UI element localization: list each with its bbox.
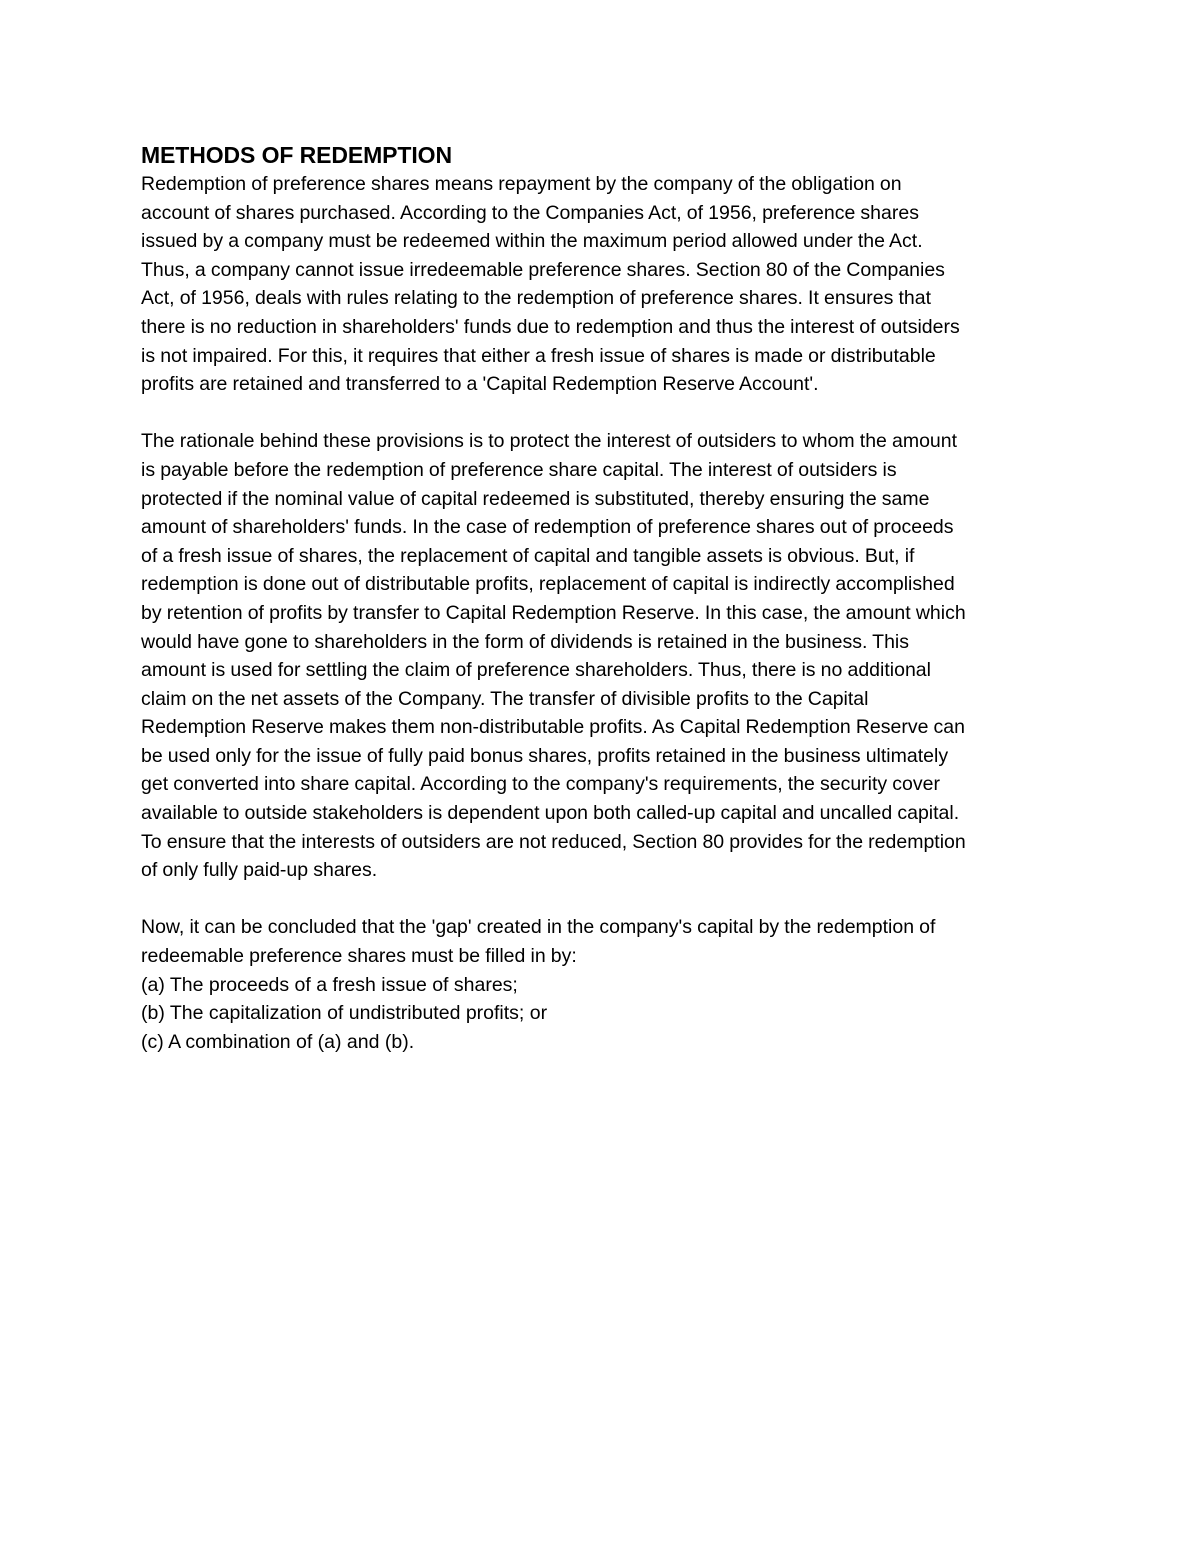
paragraph-rationale: The rationale behind these provisions is to protect the interest of outsiders to whom the amount is payable before the redemption of preference share capital. The interest of outsiders is protected if the nominal value of capital redeemed is substituted, thereby ensuring the same amount of shareholders' funds. In the case of redemption of preference shares out of proceeds of a fresh issue of shares, the replacement of capital and tangible assets is obvious. But, if redemption is done out of distributable profits, replacement of capital is indirectly accomplished by retention of profits by transfer to Capital Redemption Reserve. In this case, the amount which would have gone to shareholders in the form of dividends is retained in the business. This amount is used for settling the claim of preference shareholders. Thus, there is no additional claim on the net assets of the Company. The transfer of divisible profits to the Capital Redemption Reserve makes them non-distributable profits. As Capital Redemption Reserve can be used only for the issue of fully paid bonus shares, profits retained in the business ultimately get converted into share capital. According to the company's requirements, the security cover available to outside stakeholders is dependent upon both called-up capital and uncalled capital. To ensure that the interests of outsiders are not reduced, Section 80 provides for the redemption of only fully paid-up shares. xyxy=(141,430,966,882)
paragraph-spacer xyxy=(141,399,1071,428)
list-item: (a) The proceeds of a fresh issue of shares; xyxy=(141,973,518,996)
paragraph-spacer xyxy=(141,885,1071,914)
list-item: (b) The capitalization of undistributed profits; or xyxy=(141,1002,548,1025)
paragraph-definition: Redemption of preference shares means repayment by the company of the obligation on account of shares purchased. According to the Companies Act, of 1956, preference shares issued by a company must be redeemed within the maximum period allowed under the Act. Thus, a company cannot issue irredeemable preference shares. Section 80 of the Companies Act, of 1956, deals with rules relating to the redemption of preference shares. It ensures that there is no reduction in shareholders' funds due to redemption and thus the interest of outsiders is not impaired. For this, it requires that either a fresh issue of shares is made or distributable profits are retained and transferred to a 'Capital Redemption Reserve Account'. xyxy=(141,173,960,396)
list-item: (c) A combination of (a) and (b). xyxy=(141,1030,415,1053)
paragraph-conclusion: Now, it can be concluded that the 'gap' created in the company's capital by the redemption of redeemable preference shares must be filled in by: xyxy=(141,916,936,968)
document-heading: METHODS OF REDEMPTION xyxy=(141,142,452,168)
redemption-methods-list xyxy=(141,971,1071,1057)
document-page xyxy=(141,140,1071,1056)
